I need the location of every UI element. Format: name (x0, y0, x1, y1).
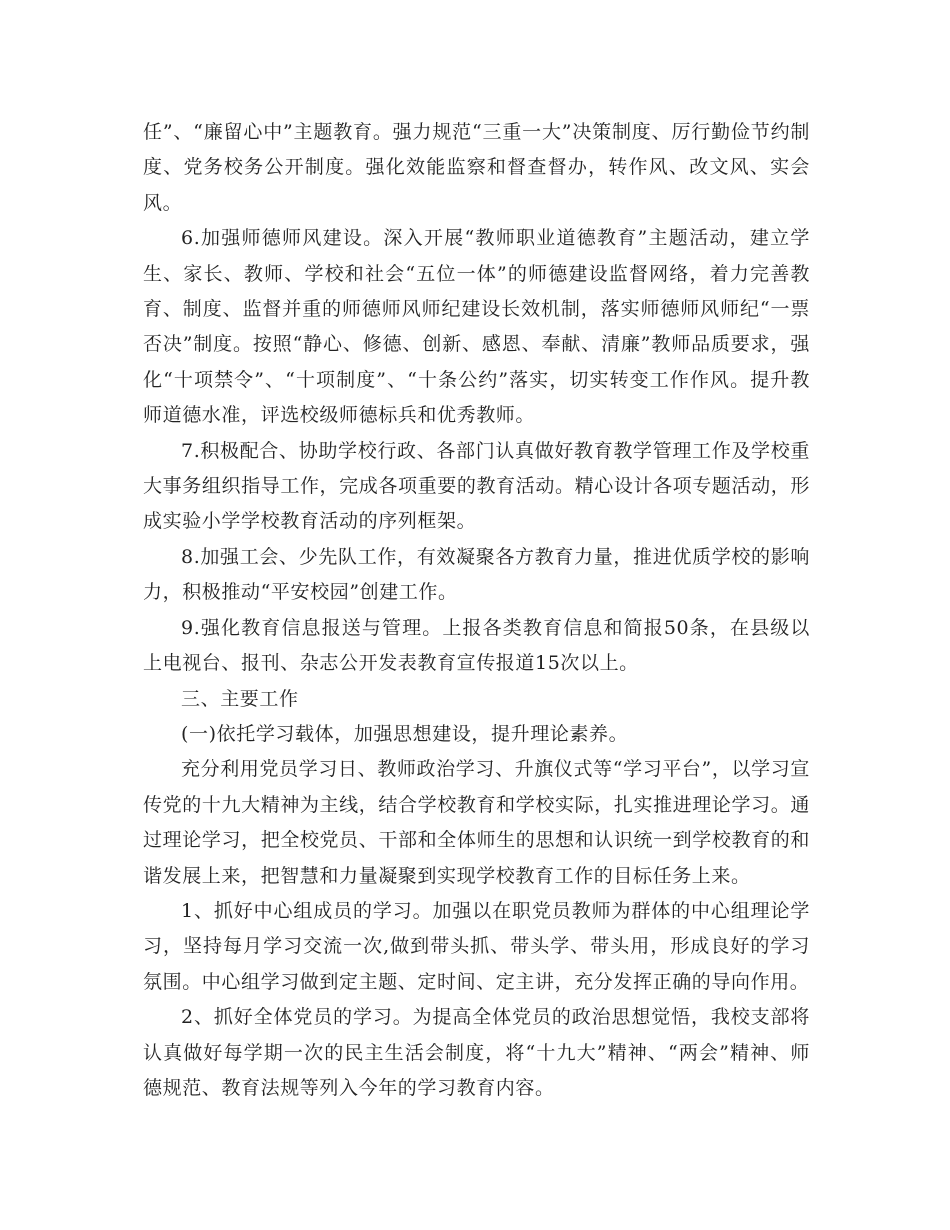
subsection-heading: (一)依托学习载体，加强思想建设，提升理论素养。 (181, 722, 629, 745)
paragraph-5: 9.强化教育信息报送与管理。上报各类教育信息和简报50条，在县级以上电视台、报刊、杂志公开发表教育宣传报道15次以上。 (143, 616, 810, 675)
paragraph-3: 7.积极配合、协助学校行政、各部门认真做好教育教学管理工作及学校重大事务组织指导工作，完成各项重要的教育活动。精心设计各项专题活动，形成实验小学学校教育活动的序列框架。 (143, 439, 810, 533)
paragraph-8: 充分利用党员学习日、教师政治学习、升旗仪式等“学习平台”，以学习宣传党的十九大精神为主线，结合学校教育和学校实际，扎实推进理论学习。通过理论学习，把全校党员、干部和全体师生的思想和认识统一到学校教育的和谐发展上来，把智慧和力量凝聚到实现学校教育工作的目标任务上来。 (143, 758, 810, 887)
paragraph-2: 6.加强师德师风建设。深入开展“教师职业道德教育”主题活动，建立学生、家长、教师、学校和社会“五位一体”的师德建设监督网络，着力完善教育、制度、监督并重的师德师风师纪建设长效机制，落实师德师风师纪“一票否决”制度。按照“静心、修德、创新、感恩、奉献、清廉”教师品质要求，强化“十项禁令”、“十项制度”、“十条公约”落实，切实转变工作作风。提升教师道德水准，评选校级师德标兵和优秀教师。 (143, 227, 810, 427)
paragraph-10: 2、抓好全体党员的学习。为提高全体党员的政治思想觉悟，我校支部将认真做好每学期一次的民主生活会制度，将“十九大”精神、“两会”精神、师德规范、教育法规等列入今年的学习教育内容。 (143, 1006, 810, 1099)
paragraph-1: 任”、“廉留心中”主题教育。强力规范“三重一大”决策制度、厉行勤俭节约制度、党务校务公开制度。强化效能监察和督查督办，转作风、改文风、实会风。 (143, 121, 810, 214)
document-body (143, 115, 810, 1106)
paragraph-9: 1、抓好中心组成员的学习。加强以在职党员教师为群体的中心组理论学习，坚持每月学习交流一次,做到带头抓、带头学、带头用，形成良好的学习氛围。中心组学习做到定主题、定时间、定主讲，充分发挥正确的导向作用。 (143, 899, 810, 993)
paragraph-4: 8.加强工会、少先队工作，有效凝聚各方教育力量，推进优质学校的影响力，积极推动“平安校园”创建工作。 (143, 545, 810, 604)
section-heading: 三、主要工作 (181, 687, 299, 710)
